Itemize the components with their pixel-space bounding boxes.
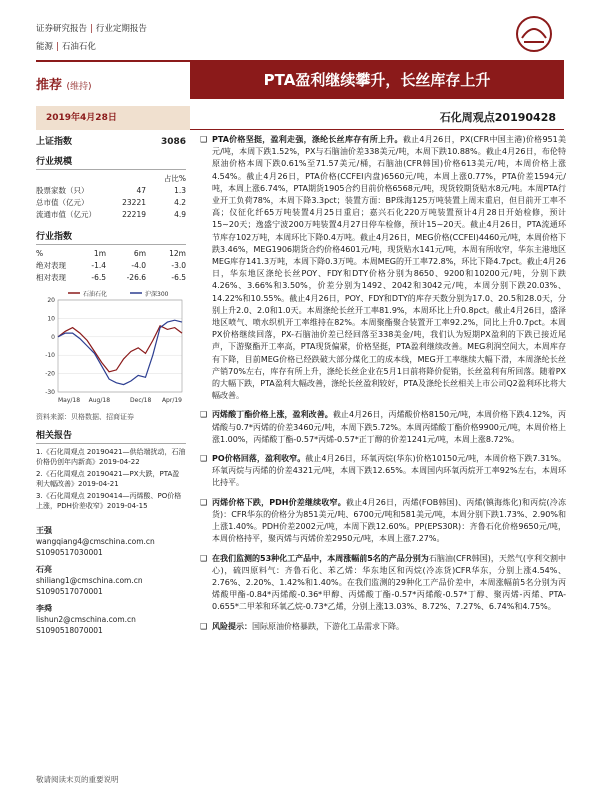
analyst-id: S1090518070001 [36,626,103,635]
row-value: -26.6 [126,273,146,282]
row-label: 股票家数（只） [36,186,89,195]
analyst-id: S1090517030001 [36,548,103,557]
row-value: 47 [136,186,146,195]
series-line [58,320,182,384]
row-value: 22219 [122,210,146,219]
industry-size-unit: 占比% [163,174,186,183]
y-tick-label: 20 [47,297,55,304]
row-share: 4.9 [174,210,186,219]
row-share: 1.3 [174,186,186,195]
related-item: 3.《石化周观点 20190414—丙烯酸、PO价格上涨，PDH价差收窄》2019-04-15 [36,492,182,510]
analyst-id: S1090517070001 [36,587,103,596]
analyst-email: shiliang1@cmschina.com.cn [36,576,143,585]
x-tick-label: Aug/18 [88,397,111,404]
main-content [200,134,566,640]
bullet-icon: ❑ [200,553,208,563]
analyst-email: wangqiang4@cmschina.com.cn [36,537,155,546]
industry-index-row [36,272,186,284]
paragraph-text: 截止4月26日，环氧丙烷(华东)价格10150元/吨，本周价格下跌7.31%。环氧丙烷与丙烯的价差4321元/吨，本周下跌12.65%。本周国内环氧丙烷开工率92%左右，本周环比持平。 [212,454,566,488]
x-tick-label: Apr/19 [161,397,182,404]
report-date: 2019年4月28日 [36,106,190,130]
analyst-name: 王强 [36,526,52,535]
paragraph-text: 国际原油价格暴跌，下游化工品需求下降。 [252,621,404,631]
y-tick-label: 10 [47,315,55,323]
row-value: 23221 [122,198,146,207]
row-value: -4.0 [131,261,146,270]
header-line-2: 能源 | 石油石化 [36,42,96,52]
chart-source: 资料来源：贝格数据、招商证券 [36,413,134,421]
analyst [36,603,186,636]
header-line-1: 证券研究报告 | 行业定期报告 [36,24,147,34]
y-tick-label: -10 [45,352,55,360]
sidebar [36,136,186,642]
paragraph [200,497,566,546]
footer-note: 敬请阅读末页的重要说明 [36,775,119,784]
y-tick-label: -30 [45,389,55,396]
paragraph [200,453,566,490]
y-tick-label: 0 [51,333,55,341]
paragraph-lead: 风险提示： [212,621,252,631]
related-item: 1.《石化周观点 20190421—供给端扰动，石油价格仍创年内新高》2019-04-22 [36,448,186,466]
related-item: 2.《石化周观点 20190421—PX大跌，PTA盈利大幅改善》2019-04-21 [36,470,180,488]
bullet-icon: ❑ [200,497,208,507]
paragraph-text: 石脑油(CFR韩国)，天然气(亨利交割中心)，硫四原料气：齐鲁石化、苯乙烯：华东地区和丙烷(冷冻货)CFR华东，分别上涨4.54%、2.76%、2.20%、1.42%和1.40%。在我们监测的29种化工产品价差中，本周涨幅前5名分别为丙烯酸甲酯-0.84*丙烯酸-0.36*甲醇、丙烯酸丁酯-0.57*丙烯酸-0.57*丁醇、聚丙烯-丙烯、PTA-0.655*二甲苯和环氧乙烷-0.73*乙烯，分别上涨13.03%、8.72%、7.27%、6.74%和4.75%。 [212,553,567,612]
row-value: -6.5 [171,273,186,282]
paragraph-text: 截止4月26日，丙烯(FOB韩国)、丙烯(镇海炼化)和丙烷(冷冻货)：CFR华东的价格分为851美元/吨、6700元/吨和581美元/吨，本周分别下跌1.73%、2.90%和上涨1.40%。PDH价差2002元/吨，本周下跌12.60%。PP(EPS30R)：齐鲁石化价格9650元/吨，本周价格持平，聚丙烯与丙烯价差2950元/吨，本周上涨7.27%。 [212,497,566,544]
paragraph [200,621,566,633]
paragraph-lead: PO价格回落，盈利收窄。 [212,454,306,464]
industry-size-title: 行业规模 [36,154,186,170]
industry-size-row [36,185,186,197]
analyst-name: 石亮 [36,565,52,574]
paragraph [200,553,566,614]
industry-size-row [36,209,186,221]
paragraph-text: 截止4月26日，PX(CFR中国主港)价格951美元/吨，本周下跌1.52%，PX与石脑油价差338美元/吨，本周下跌10.88%。截止4月26日，布伦特原油价格本周下跌0.61%至71.57美元/桶，石脑油(CFR韩国)价格613美元/吨，本周价格上涨4.54%。截止4月26日，PTA价格(CCFEI内盘)6560元/吨，本周上涨0.77%，PTA价差1594元/吨，本周上涨6.74%，PTA期货1905合约目前价格6568元/吨，现货较期货贴水8元/吨。本周PTA行业开工负荷78%，本周下降3.3pct；装置方面：BP珠海125万吨装置上周末重启，但目前开工率不高；仪征化纤65万吨装置4月25日重启；嘉兴石化220万吨装置预计4月28日开始检修，预计15~20天；逸盛宁波200万吨装置4月27日停车检修，预计15~20天。截止4月26日，PTA流通环节库存102万吨，本周环比下降0.4万吨。截止4月26日，MEG价格(CCFEI)4460元/吨，本周价格下跌3.46%，MEG1906期货合约价格4601元/吨，现货贴水141元/吨，本周有所收窄，华东主港地区MEG库存141.3万吨，本周下降0.3万吨。本周MEG的开工率72.8%，环比下降4.7pct。截止4月26日，华东地区涤纶长丝POY、FDY和DTY价格分别为8650、9200和10200元/吨，分别下跌4.26%、3.66%和3.50%，价差分别为1492、2042和3042元/吨，本周分别下跌20.03%、14.22%和10.55%。截止4月26日，POY、FDY和DTY的库存天数分别为17.0、20.5和28.0天，分别上升2.0、2.0和1.0天。本周涤纶长丝开工率81.9%，本周环比上升0.8pct。截止4月26日，盛泽地区喷气、喷水织机开工率维持在82%。本周聚酯聚合装置开工率92.2%，同比上升0.7pct。本周PX价格继续回落，PX-石脑油价差已经回落至338美金/吨，我们认为短期PX盈利的下跌已接近尾声，下游聚酯开工率高，PTA现货偏紧，价格坚挺，PTA盈利继续改善。MEG利润空间大，本周库存有下降，目前MEG价格已经跌破大部分煤化工的成本线，MEG开工率继续大幅下滑，本周涤纶长丝产销70%左右，库存有所上升，涤纶长丝企业在5月1日前将降价促销，长丝盈利有所回落。随着PX的大幅下跌，PTA盈利大幅改善，涤纶长丝盈利较好，PTA及涤纶长丝相关上市公司Q2盈利环比将大幅改善。 [212,135,566,401]
related-title: 相关报告 [36,428,186,444]
paragraph-lead: 丙烯价格下跌，PDH价差继续收窄。 [212,497,346,507]
row-value: -1.4 [91,261,106,270]
row-share: 4.2 [174,198,186,207]
paragraph [200,409,566,446]
industry-index-row [36,260,186,272]
analyst-email: lishun2@cmschina.com.cn [36,615,136,624]
rating: 推荐 (维持) [36,78,92,93]
y-tick-label: -20 [45,370,55,378]
index-row: 上证指数 3086 [36,137,186,147]
analyst [36,525,186,558]
paragraph-text: 截止4月26日，丙烯酸价格8150元/吨，本周价格下跌4.12%，丙烯酸与0.7*丙烯的价差3460元/吨，本周下跌5.72%。本周丙烯酸丁酯价格9900元/吨，本周价格上涨1.00%，丙烯酸丁酯-0.57*丙烯-0.57*正丁醇的价差1241元/吨，本周上涨8.72%。 [212,410,566,444]
paragraph-lead: PTA价格坚挺，盈利走强，涤纶长丝库存有所上升。 [212,135,403,144]
paragraph [200,134,566,402]
x-tick-label: May/18 [58,397,81,404]
industry-index-head: % 1m 6m 12m [36,249,186,258]
analyst [36,564,186,597]
bullet-icon: ❑ [200,621,208,631]
bullet-icon: ❑ [200,135,208,144]
row-label: 流通市值（亿元） [36,210,96,219]
x-tick-label: Dec/18 [130,397,152,404]
paragraph-lead: 丙烯酸丁酯价格上涨，盈利改善。 [212,410,333,420]
row-label: 相对表现 [36,273,66,282]
company-logo [504,14,564,56]
report-headline: PTA盈利继续攀升，长丝库存上升 [190,62,564,99]
series-line [58,326,182,372]
legend-label: 石油石化 [83,291,108,298]
analyst-name: 李舜 [36,604,52,613]
legend-label: 沪深300 [145,291,169,298]
row-label: 总市值（亿元） [36,198,89,207]
plot-frame [58,300,182,392]
performance-chart [36,288,186,406]
row-value: -6.5 [91,273,106,282]
industry-index-title: 行业指数 [36,229,186,245]
industry-size-row [36,197,186,209]
bullet-icon: ❑ [200,454,208,464]
bullet-icon: ❑ [200,410,208,420]
row-value: -3.0 [171,261,186,270]
paragraph-lead: 在我们监测的53种化工产品中，本周涨幅前5名的产品分别为 [212,553,429,563]
row-label: 绝对表现 [36,261,66,270]
report-title: 石化周观点20190428 [190,106,564,130]
